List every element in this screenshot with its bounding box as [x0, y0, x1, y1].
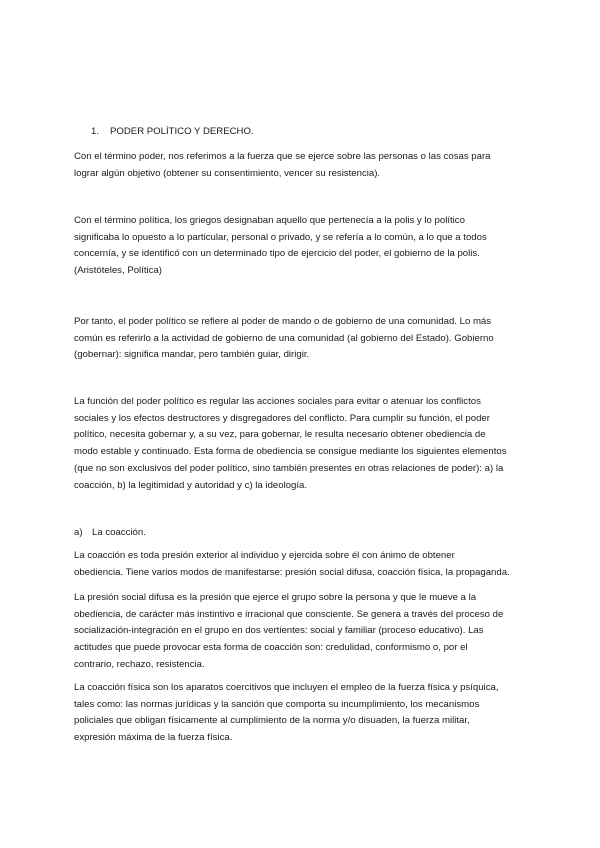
- text-line: Con el término política, los griegos designaban aquello que pertenecía a la polis y lo político: [74, 215, 465, 226]
- text-line: coacción, b) la legitimidad y autoridad y c) la ideología.: [74, 479, 308, 491]
- paragraph-presion-social: [74, 590, 536, 674]
- text-line: sociales y los efectos destructores y disgregadores del conflicto. Para cumplir su función, el poder: [74, 412, 490, 424]
- text-line: actitudes que puede provocar esta forma de coacción son: credulidad, conformismo o, por el: [74, 642, 468, 654]
- text-line: contrario, rechazo, resistencia.: [74, 658, 205, 670]
- text-line: político, necesita gobernar y, a su vez, para gobernar, le resulta necesario obtener obediencia de: [74, 429, 486, 441]
- text-line: Con el término poder, nos referimos a la fuerza que se ejerce sobre las personas o las cosas para: [74, 151, 491, 162]
- text-line: La coacción es toda presión exterior al individuo y ejercida sobre él con ánimo de obtener: [74, 550, 455, 561]
- text-line: obediencia. Tiene varios modos de manifestarse: presión social difusa, coacción física, la propaganda.: [74, 566, 510, 578]
- text-line: La coacción física son los aparatos coercitivos que incluyen el empleo de la fuerza física y psíquica,: [74, 682, 499, 693]
- subheading-title: La coacción.: [92, 527, 146, 538]
- text-line: común es referirlo a la actividad de gobierno de una comunidad (al gobierno del Estado). Gobierno: [74, 332, 494, 344]
- paragraph-poder: [74, 149, 536, 182]
- text-line: Por tanto, el poder político se refiere al poder de mando o de gobierno de una comunidad. Lo más: [74, 316, 492, 327]
- text-line: significaba lo opuesto a lo particular, personal o privado, y se refería a lo común, a lo que a todos: [74, 231, 487, 243]
- paragraph-funcion: [74, 394, 536, 494]
- text-line: expresión máxima de la fuerza física.: [74, 732, 233, 744]
- text-line: La presión social difusa es la presión que ejerce el grupo sobre la persona y que le mueve a la: [74, 592, 477, 603]
- text-line: (Aristóteles, Política): [74, 265, 162, 277]
- text-line: obediencia, de carácter más instintivo e irracional que consciente. Se genera a través del proceso de: [74, 608, 504, 620]
- text-line: concernía, y se identificó con un determinado tipo de ejercicio del poder, el gobierno de la polis.: [74, 248, 480, 260]
- paragraph-politica: [74, 213, 536, 280]
- text-line: modo estable y continuado. Esta forma de obediencia se consigue mediante los siguientes elementos: [74, 446, 507, 458]
- text-line: policiales que obligan físicamente al cumplimiento de la norma y/o disuaden, la fuerza militar,: [74, 715, 470, 727]
- heading-number: 1.: [91, 126, 100, 137]
- paragraph-coaccion: [74, 548, 536, 581]
- paragraph-coaccion-fisica: [74, 680, 536, 747]
- subheading-number: a): [74, 527, 83, 538]
- heading-title: PODER POLÍTICO Y DERECHO.: [110, 126, 254, 137]
- text-line: socialización-integración en el grupo en dos vertientes: social y familiar (proceso educativo). Las: [74, 625, 484, 637]
- text-line: tales como: las normas jurídicas y la sanción que comporta su incumplimiento, los mecanismos: [74, 698, 480, 710]
- text-line: lograr algún objetivo (obtener su consentimiento, vencer su resistencia).: [74, 167, 381, 179]
- text-line: (gobernar): significa mandar, pero también guiar, dirigir.: [74, 349, 310, 361]
- text-line: La función del poder político es regular las acciones sociales para evitar o atenuar los conflictos: [74, 396, 481, 407]
- text-line: (que no son exclusivos del poder político, sino también presentes en otras relaciones de poder): a) la: [74, 462, 504, 474]
- paragraph-poder-politico: [74, 314, 536, 364]
